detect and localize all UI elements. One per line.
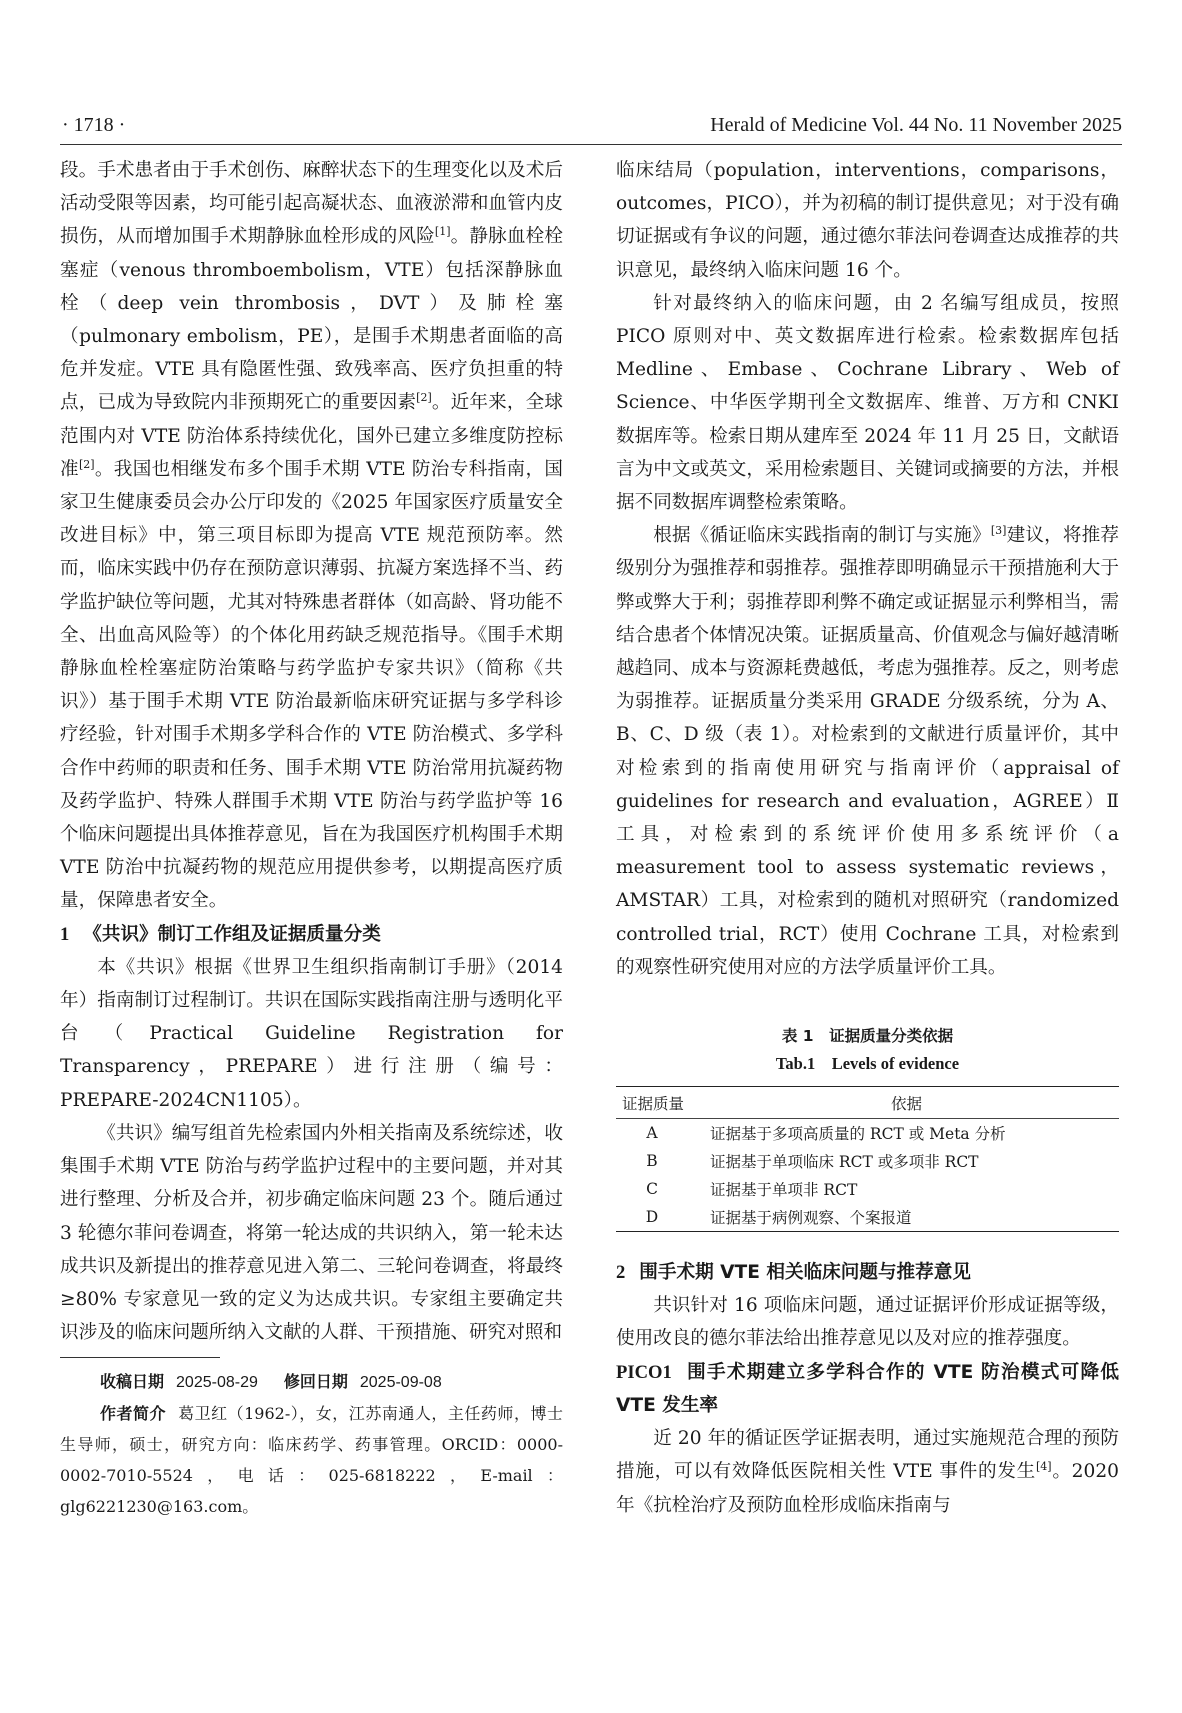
grade-cell: B	[646, 1152, 658, 1171]
table-header-row	[616, 1087, 1119, 1119]
footnote	[60, 1366, 563, 1522]
pico1-heading: PICO1 围手术期建立多学科合作的 VTE 防治模式可降低 VTE 发生率	[616, 1361, 1119, 1416]
column-header-grade: 证据质量	[616, 1087, 688, 1119]
table-title-english: Tab.1 Levels of evidence	[775, 1054, 960, 1074]
citation[interactable]: [2]	[78, 457, 95, 471]
basis-cell: 证据基于多项高质量的 RCT 或 Meta 分析	[710, 1125, 1006, 1144]
column-header-basis: 依据	[688, 1087, 1119, 1119]
grade-cell: C	[646, 1180, 658, 1199]
section-1-paragraph: 《共识》编写组首先检索国内外相关指南及系统综述，收集围手术期 VTE 防治与药学监护过程中的主要问题，并对其进行整理、分析及合并，初步确定临床问题 23 个。随后通过 3 轮德尔菲问卷调查，将第一轮达成的共识纳入，第一轮未达成共识及新提出的推荐意见进入第二、三轮问卷调查，将最终≥80% 专家意见一致的定义为达成共识。专家组主要确定共识涉及的临床问题所纳入文献的人群、干预措施、研究对照和	[60, 1122, 563, 1344]
table-row	[616, 1175, 1119, 1203]
body-paragraph: 根据《循证临床实践指南的制订与实施》[3]建议，将推荐级别分为强推荐和弱推荐。强推荐即明确显示干预措施利大于弊或弊大于利；弱推荐即利弊不确定或证据显示利弊相当，需结合患者个体情况决策。证据质量高、价值观念与偏好越清晰越趋同、成本与资源耗费越低，考虑为强推荐。反之，则考虑为弱推荐。证据质量分类采用 GRADE 分级系统，分为 A、B、C、D 级（表 1）。对检索到的文献进行质量评价，其中对检索到的指南使用研究与指南评价（appraisal of guidelines for research and evaluation，AGREE）Ⅱ 工具，对检索到的系统评价使用多系统评价（a measurement tool to assess systematic reviews，AMSTAR）工具，对检索到的随机对照研究（randomized controlled trial，RCT）使用 Cochrane 工具，对检索到的观察性研究使用对应的方法学质量评价工具。	[616, 524, 1119, 978]
intro-paragraph: 段。手术患者由于手术创伤、麻醉状态下的生理变化以及术后活动受限等因素，均可能引起高凝状态、血液淤滞和血管内皮损伤，从而增加围手术期静脉血栓形成的风险[1]。静脉血栓栓塞症（venous thromboembolism，VTE）包括深静脉血栓（deep vein thrombosis，DVT）及肺栓塞（pulmonary embolism，PE），是围手术期患者面临的高危并发症。VTE 具有隐匿性强、致残率高、医疗负担重的特点，已成为导致院内非预期死亡的重要因素[2]。近年来，全球范围内对 VTE 防治体系持续优化，国外已建立多维度防控标准[2]。我国也相继发布多个围手术期 VTE 防治专科指南，国家卫生健康委员会办公厅印发的《2025 年国家医疗质量安全改进目标》中，第三项目标即为提高 VTE 规范预防率。然而，临床实践中仍存在预防意识薄弱、抗凝方案选择不当、药学监护缺位等问题，尤其对特殊患者群体（如高龄、肾功能不全、出血高风险等）的个体化用药缺乏规范指导。《围手术期静脉血栓栓塞症防治策略与药学监护专家共识》（简称《共识》）基于围手术期 VTE 防治最新临床研究证据与多学科诊疗经验，针对围手术期多学科合作的 VTE 防治模式、多学科合作中药师的职责和任务、围手术期 VTE 防治常用抗凝药物及药学监护、特殊人群围手术期 VTE 防治与药学监护等 16 个临床问题提出具体推荐意见，旨在为我国医疗机构围手术期 VTE 防治中抗凝药物的规范应用提供参考，以期提高医疗质量，保障患者安全。	[60, 160, 563, 912]
citation[interactable]: [3]	[990, 524, 1007, 538]
page-number: · 1718 ·	[62, 114, 126, 136]
page-header	[60, 108, 1122, 140]
section-1-paragraph: 本《共识》根据《世界卫生组织指南制订手册》（2014 年）指南制订过程制订。共识在国际实践指南注册与透明化平台（Practical Guideline Registration for Transparency，PREPARE）进行注册（编号：PREPARE-2024CN1105）。	[60, 956, 563, 1111]
grade-cell: D	[645, 1208, 659, 1227]
body-paragraph: 临床结局（population，interventions，comparisons，outcomes，PICO），并为初稿的制订提供意见；对于没有确切证据或有争议的问题，通过德尔菲法问卷调查达成推荐的共识意见，最终纳入临床问题 16 个。	[616, 160, 1119, 281]
table-title: 表 1 证据质量分类依据	[781, 1027, 954, 1046]
grade-cell: A	[646, 1124, 658, 1143]
article-dates: 收稿日期 2025-08-29 修回日期 2025-09-08	[100, 1372, 442, 1392]
evidence-table-block	[616, 1022, 1119, 1232]
basis-cell: 证据基于病例观察、个案报道	[710, 1209, 912, 1228]
basis-cell: 证据基于单项临床 RCT 或多项非 RCT	[710, 1153, 979, 1172]
section-1-heading: 1 《共识》制订工作组及证据质量分类	[60, 923, 381, 945]
section-2-paragraph: 共识针对 16 项临床问题，通过证据评价形成证据等级，使用改良的德尔菲法给出推荐意见以及对应的推荐强度。	[616, 1295, 1119, 1350]
table-row	[616, 1147, 1119, 1175]
journal-info: Herald of Medicine Vol. 44 No. 11 November 2025	[710, 114, 1122, 136]
pico1-paragraph: 近 20 年的循证医学证据表明，通过实施规范合理的预防措施，可以有效降低医院相关性 VTE 事件的发生[4]。2020 年《抗栓治疗及预防血栓形成临床指南与	[616, 1428, 1119, 1516]
footnote-rule	[60, 1357, 220, 1358]
header-rule	[60, 144, 1122, 145]
body-paragraph: 针对最终纳入的临床问题，由 2 名编写组成员，按照 PICO 原则对中、英文数据库进行检索。检索数据库包括 Medline、Embase、Cochrane Library、Web of Science、中华医学期刊全文数据库、维普、万方和 CNKI 数据库等。检索日期从建库至 2024 年 11 月 25 日，文献语言为中文或英文，采用检索题目、关键词或摘要的方法，并根据不同数据库调整检索策略。	[616, 292, 1119, 514]
basis-cell: 证据基于单项非 RCT	[710, 1181, 858, 1200]
citation[interactable]: [4]	[1036, 1460, 1052, 1474]
citation[interactable]: [1]	[434, 225, 451, 239]
author-bio: 作者简介 葛卫红（1962-），女，江苏南通人，主任药师，博士生导师，硕士，研究方向：临床药学、药事管理。ORCID：0000-0002-7010-5524，电话：025-6818222，E-mail：glg6221230@163.com。	[60, 1404, 563, 1517]
evidence-table	[616, 1086, 1119, 1232]
right-column	[616, 154, 1119, 1522]
table-row	[616, 1119, 1119, 1148]
section-2-heading: 2 围手术期 VTE 相关临床问题与推荐意见	[616, 1262, 971, 1284]
left-column	[60, 154, 563, 1522]
citation[interactable]: [2]	[416, 391, 432, 405]
table-row	[616, 1203, 1119, 1232]
